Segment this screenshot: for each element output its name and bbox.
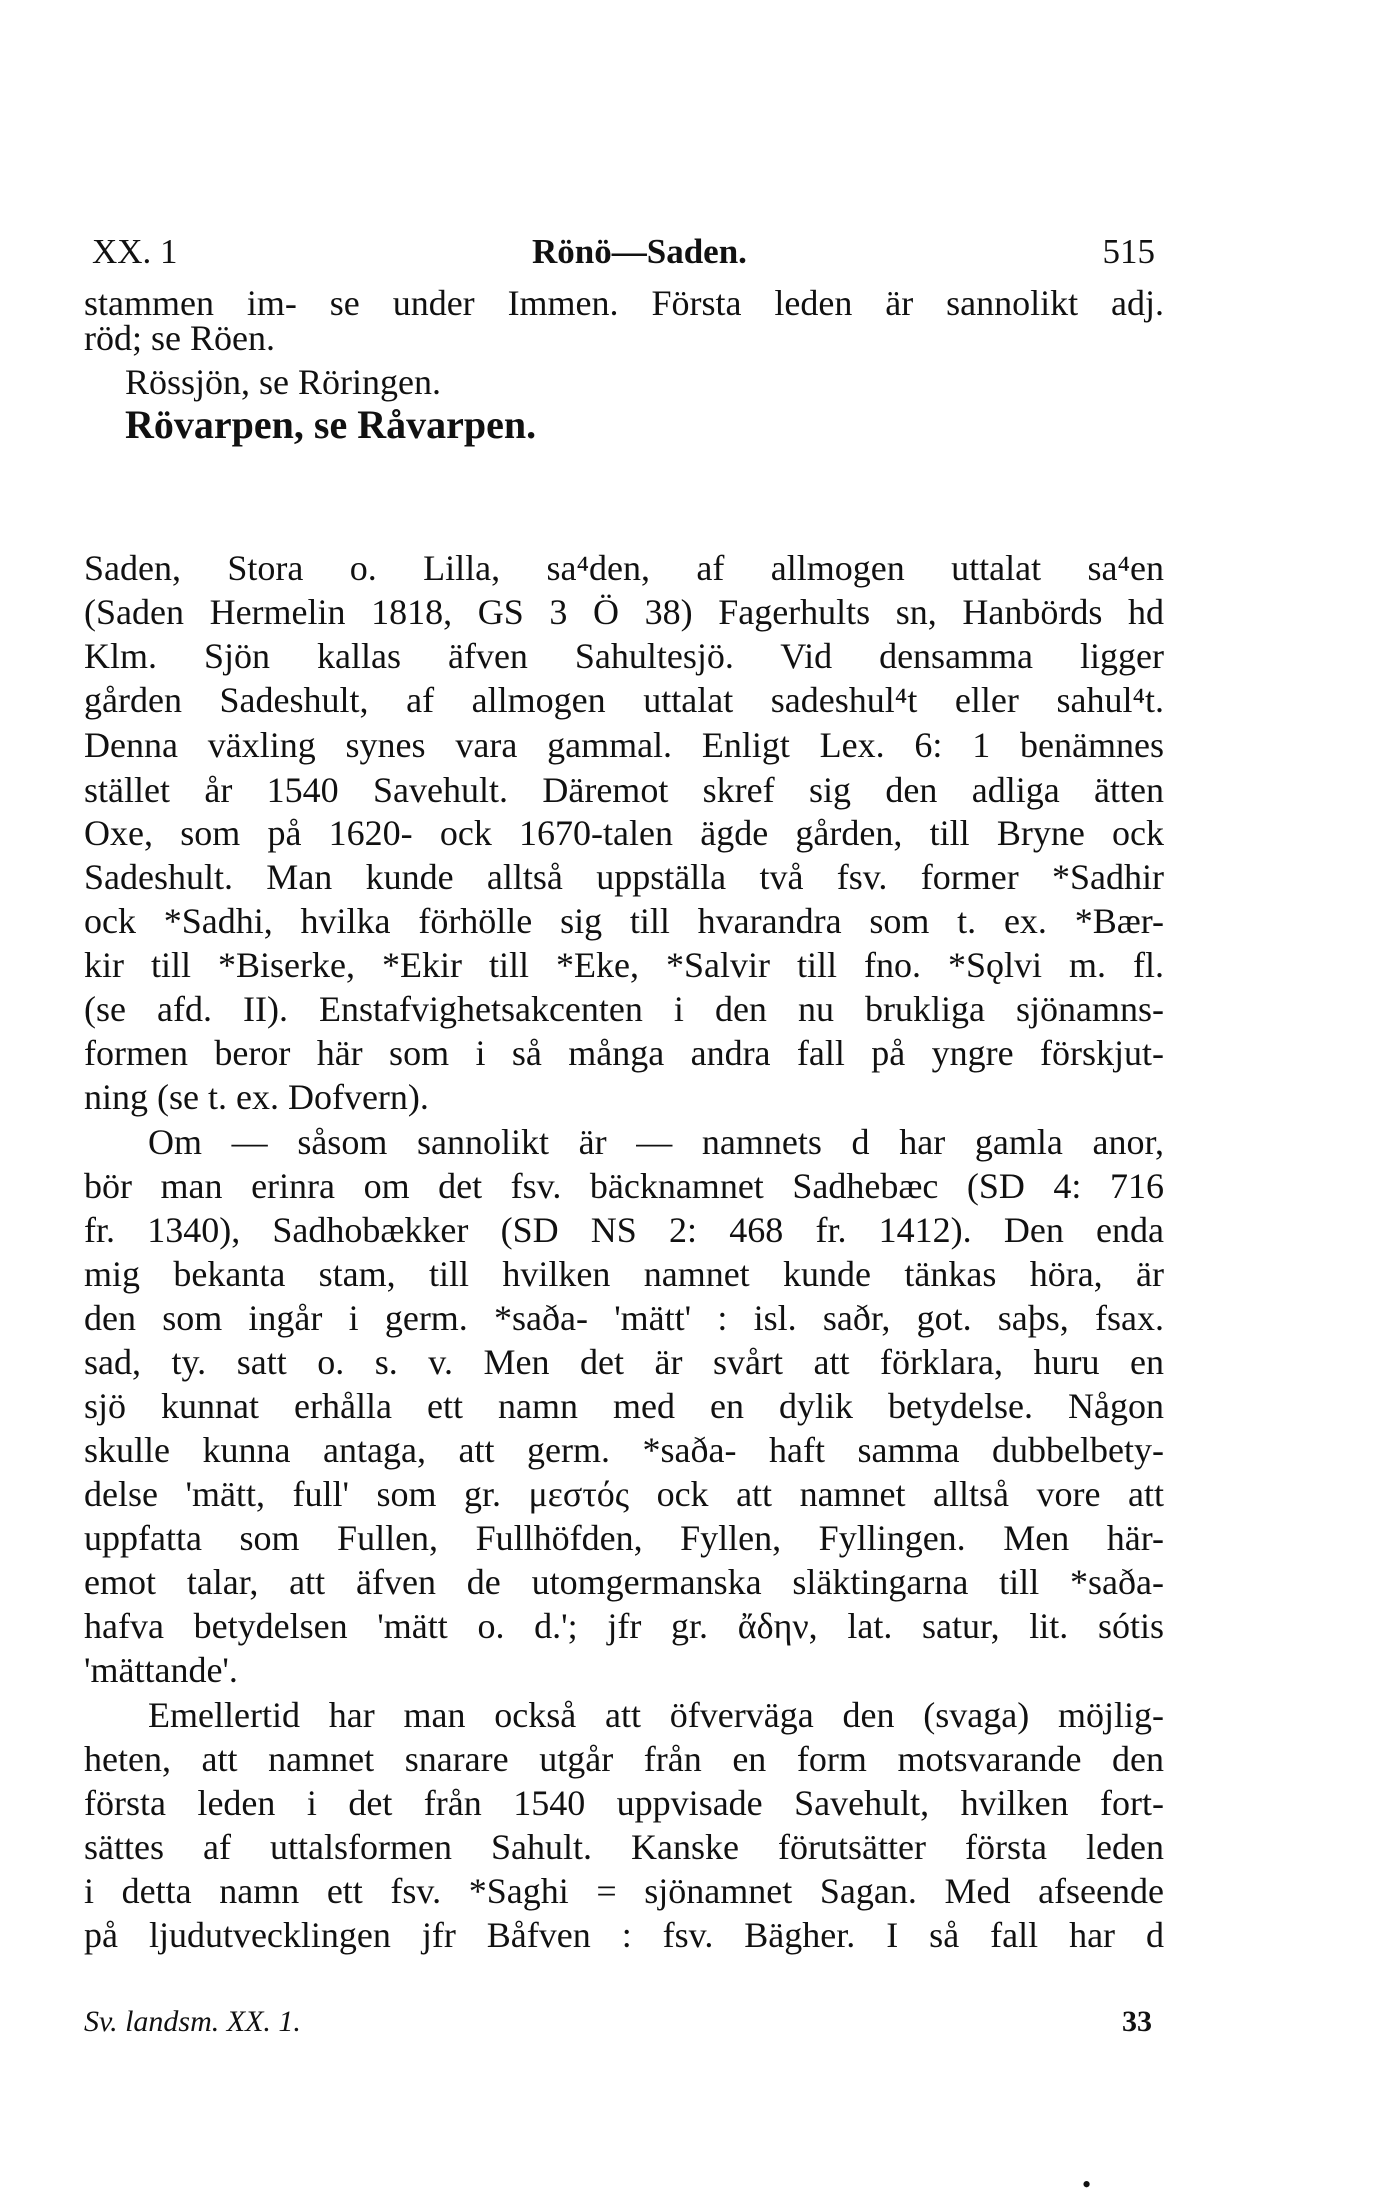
text-line: första leden i det från 1540 uppvisade Savehult, hvilken fort-	[84, 1783, 1164, 1823]
running-header	[92, 232, 1155, 282]
text-line: formen beror här som i så många andra fall på yngre förskjut-	[84, 1033, 1164, 1073]
text-line: Oxe, som på 1620- ock 1670-talen ägde gården, till Bryne ock	[84, 813, 1164, 853]
text-line: 'mättande'.	[84, 1650, 238, 1690]
text-line: skulle kunna antaga, att germ. *saða- haft samma dubbelbety-	[84, 1430, 1164, 1470]
text-line: heten, att namnet snarare utgår från en form motsvarande den	[84, 1739, 1164, 1779]
footer-sheet-number: 33	[1122, 2005, 1152, 2038]
stray-dot: •	[1082, 2170, 1092, 2199]
text-line: kir till *Biserke, *Ekir till *Eke, *Salvir till fno. *Sǫlvi m. fl.	[84, 945, 1164, 985]
header-section-number: XX. 1	[92, 232, 178, 271]
text-line: delse 'mätt, full' som gr. μεστός ock att namnet alltså vore att	[84, 1474, 1164, 1514]
text-line: bör man erinra om det fsv. bäcknamnet Sadhebæc (SD 4: 716	[84, 1166, 1164, 1206]
text-line: ock *Sadhi, hvilka förhölle sig till hvarandra som t. ex. *Bær-	[84, 901, 1164, 941]
text-line: gården Sadeshult, af allmogen uttalat sadeshul⁴t eller sahul⁴t.	[84, 680, 1164, 720]
text-line: på ljudutvecklingen jfr Båfven : fsv. Bägher. I så fall har d	[84, 1915, 1164, 1955]
text-line: emot talar, att äfven de utomgermanska släktingarna till *saða-	[84, 1562, 1164, 1602]
text-line: mig bekanta stam, till hvilken namnet kunde tänkas höra, är	[84, 1254, 1164, 1294]
text-line: den som ingår i germ. *saða- 'mätt' : isl. saðr, got. saþs, fsax.	[84, 1298, 1164, 1338]
page-footer	[84, 2005, 1164, 2045]
footer-signature: Sv. landsm. XX. 1.	[84, 2005, 301, 2038]
text-line: sjö kunnat erhålla ett namn med en dylik betydelse. Någon	[84, 1386, 1164, 1426]
text-line: Emellertid har man också att öfverväga den (svaga) möjlig-	[148, 1695, 1164, 1735]
text-line: Rössjön, se Röringen.	[125, 362, 442, 402]
text-line: i detta namn ett fsv. *Saghi = sjönamnet Sagan. Med afseende	[84, 1871, 1164, 1911]
text-line: röd; se Röen.	[84, 318, 275, 358]
text-line: sad, ty. satt o. s. v. Men det är svårt att förklara, huru en	[84, 1342, 1164, 1382]
text-line: (se afd. II). Enstafvighetsakcenten i den nu brukliga sjönamns-	[84, 989, 1164, 1029]
text-line: uppfatta som Fullen, Fullhöfden, Fyllen, Fyllingen. Men här-	[84, 1518, 1164, 1558]
text-line: Denna växling synes vara gammal. Enligt Lex. 6: 1 benämnes	[84, 725, 1164, 765]
text-line: (Saden Hermelin 1818, GS 3 Ö 38) Fagerhults sn, Hanbörds hd	[84, 592, 1164, 632]
text-line: ning (se t. ex. Dofvern).	[84, 1077, 429, 1117]
text-line: stället år 1540 Savehult. Däremot skref sig den adliga ätten	[84, 770, 1164, 810]
text-line: Saden, Stora o. Lilla, sa⁴den, af allmogen uttalat sa⁴en	[84, 548, 1164, 588]
text-line: Sadeshult. Man kunde alltså uppställa två fsv. former *Sadhir	[84, 857, 1164, 897]
text-line: sättes af uttalsformen Sahult. Kanske förutsätter första leden	[84, 1827, 1164, 1867]
text-line: Rövarpen, se Råvarpen.	[125, 402, 537, 447]
header-page-number: 515	[1102, 232, 1155, 271]
text-line: Klm. Sjön kallas äfven Sahultesjö. Vid densamma ligger	[84, 636, 1164, 676]
text-line: stammen im- se under Immen. Första leden är sannolikt adj.	[84, 283, 1164, 323]
text-line: hafva betydelsen 'mätt o. d.'; jfr gr. ἄδην, lat. satur, lit. sótis	[84, 1606, 1164, 1646]
text-line: Om — såsom sannolikt är — namnets d har gamla anor,	[148, 1122, 1164, 1162]
header-title: Rönö—Saden.	[532, 232, 747, 271]
text-line: fr. 1340), Sadhobækker (SD NS 2: 468 fr. 1412). Den enda	[84, 1210, 1164, 1250]
